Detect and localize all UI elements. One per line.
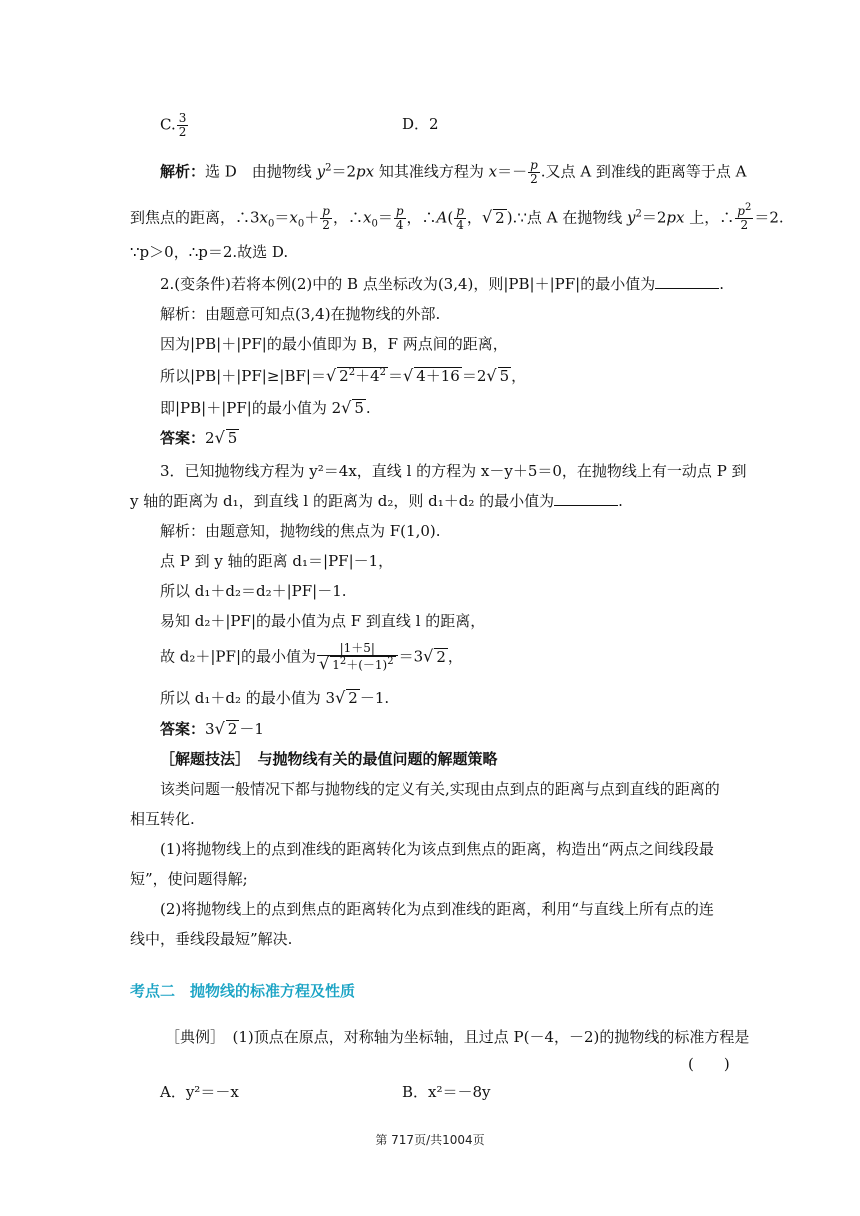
q3-solution-6: 所以 d₁＋d₂ 的最小值为 3√ 2 －1. <box>160 688 390 707</box>
q3-solution-4: 易知 d₂＋|PF|的最小值为点 F 到直线 l 的距离， <box>160 612 486 630</box>
method-p1b: 相互转化. <box>130 810 195 828</box>
question-3-line-2: y 轴的距离为 d₁，到直线 l 的距离为 d₂，则 d₁＋d₂ 的最小值为 . <box>130 492 623 510</box>
solution-line-3: ∵p＞0，∴p＝2.故选 D. <box>130 243 289 261</box>
method-p2a: (1)将抛物线上的点到准线的距离转化为该点到焦点的距离，构造出“两点之间线段最 <box>160 840 714 858</box>
q2-solution-4: 即|PB|＋|PF|的最小值为 2√ 5 . <box>160 398 371 417</box>
example-line: ［典例］ (1)顶点在原点，对称轴为坐标轴，且过点 P(－4，－2)的抛物线的标准方程是 <box>165 1028 750 1046</box>
method-p1a: 该类问题一般情况下都与抛物线的定义有关,实现由点到点的距离与点到直线的距离的 <box>160 780 720 798</box>
q2-solution-3: 所以|PB|＋|PF|≥|BF|＝√ $2^2+4^2$ ＝√ 4＋16 ＝2√ 5 ， <box>160 366 527 385</box>
q3-solution-2: 点 P 到 y 轴的距离 d₁＝|PF|－1， <box>160 552 394 570</box>
method-title: ［解题技法］ 与抛物线有关的最值问题的解题策略 <box>160 750 498 768</box>
solution-line-2: 到焦点的距离，$\therefore 3x_0=x_0+$ $\frac{p}{2}$ ，$\therefore x_0=$ $\frac{p}{4}$ ，∴A( $\frac{p}{4}$ ，√ 2 ).∵点 A 在抛物线 $y^2=2px$ 上，∴ $\frac{p^2}{2}$ ＝2. <box>130 202 784 232</box>
answer-blank <box>655 274 719 289</box>
option-d: D．2 <box>402 115 439 133</box>
example-option-a: A．y²＝－x <box>160 1083 239 1101</box>
example-paren: ( ) <box>688 1055 730 1073</box>
solution-line-1: 解析：选 D 由抛物线 $y^2=2px$ 知其准线方程为 x＝－ $\frac{p}{2}$ .又点 A 到准线的距离等于点 A <box>160 158 747 186</box>
q2-solution-1: 解析：由题意可知点(3,4)在抛物线的外部. <box>160 305 441 323</box>
q3-solution-1: 解析：由题意知，抛物线的焦点为 F(1,0). <box>160 522 441 540</box>
q3-solution-5: 故 d₂＋|PF|的最小值为 $\frac{|1+5|}{√ 1^2+(-1)^2}$ ＝3√ 2 ， <box>160 641 463 673</box>
q2-solution-2: 因为|PB|＋|PF|的最小值即为 B，F 两点间的距离， <box>160 335 508 353</box>
example-option-b: B．x²＝－8y <box>402 1083 491 1101</box>
q3-answer: 答案：3√ 2 －1 <box>160 719 264 738</box>
page-footer: 第 717页/共1004页 <box>375 1133 485 1147</box>
method-p2b: 短”，使问题得解; <box>130 870 248 888</box>
method-p3b: 线中，垂线段最短”解决. <box>130 930 293 948</box>
q3-solution-3: 所以 d₁＋d₂＝d₂＋|PF|－1. <box>160 582 347 600</box>
answer-blank <box>554 491 618 506</box>
option-c: C. $\frac{3}{2}$ <box>160 111 187 139</box>
q2-answer: 答案：2√ 5 <box>160 428 238 447</box>
section-heading: 考点二 抛物线的标准方程及性质 <box>130 982 356 1000</box>
fraction: $\frac{3}{2}$ <box>178 111 187 139</box>
question-3-line-1: 3．已知抛物线方程为 y²＝4x，直线 l 的方程为 x－y＋5＝0，在抛物线上有一动点 P 到 <box>160 462 747 480</box>
question-2-stem: 2.(变条件)若将本例(2)中的 B 点坐标改为(3,4)，则|PB|＋|PF|的最小值为 . <box>160 275 724 293</box>
method-p3a: (2)将抛物线上的点到焦点的距离转化为点到准线的距离，利用“与直线上所有点的连 <box>160 900 714 918</box>
